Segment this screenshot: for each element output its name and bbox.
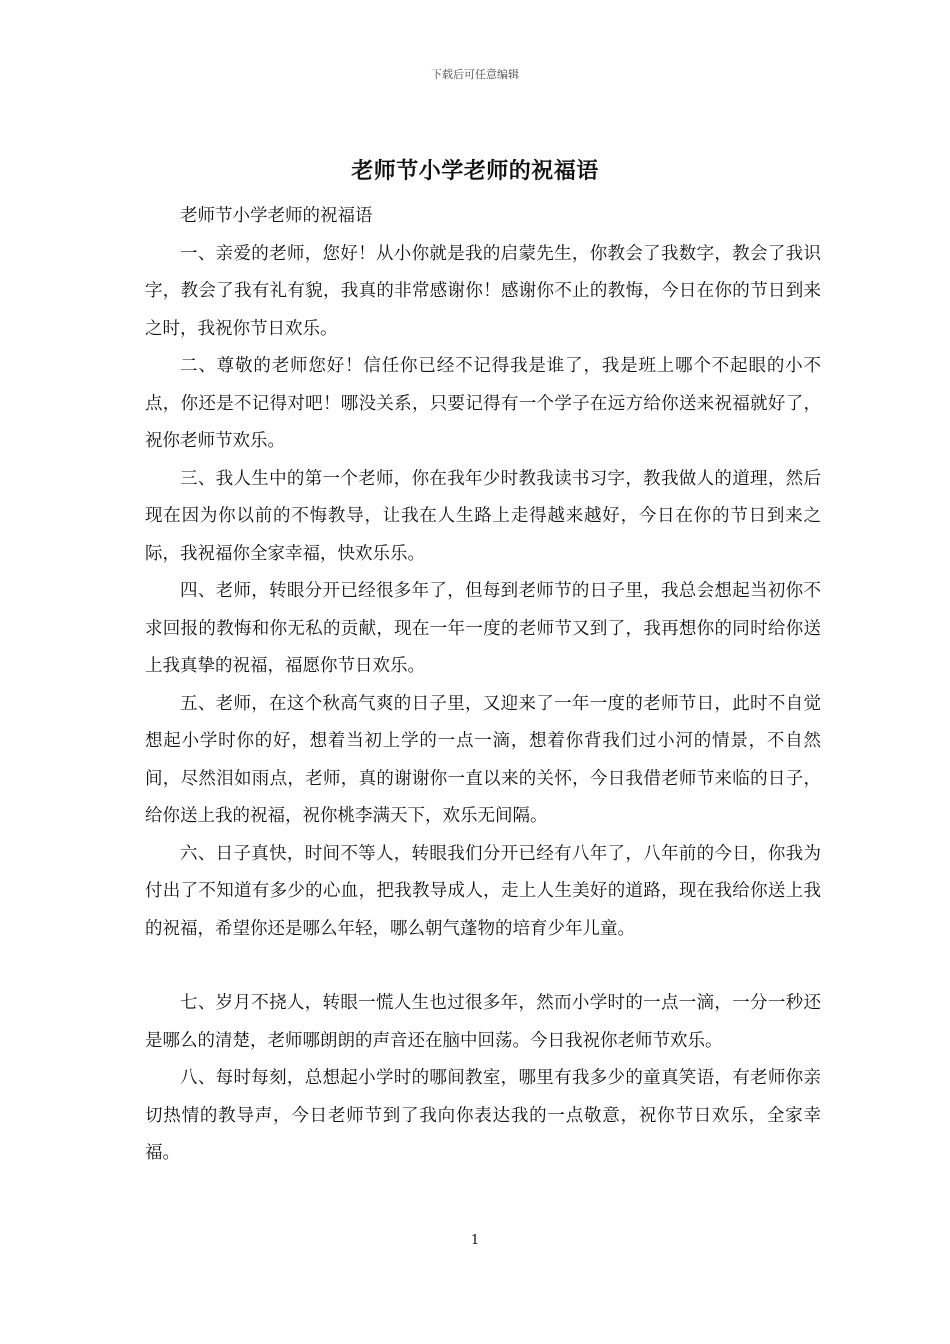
page-header-note: 下载后可任意编辑 [431,68,519,81]
document-title: 老师节小学老师的祝福语 [351,158,599,184]
wish-paragraph-8: 八、每时每刻，总想起小学时的哪间教室，哪里有我多少的童真笑语，有老师你亲切热情的教导声，今日老师节到了我向你表达我的一点敬意，祝你节日欢乐，全家幸福。 [145,1068,821,1163]
wish-paragraph-1: 一、亲爱的老师，您好！从小你就是我的启蒙先生，你教会了我数字，教会了我识字，教会了我有礼有貌，我真的非常感谢你！感谢你不止的教悔，今日在你的节日到来之时，我祝你节日欢乐。 [145,243,821,339]
document-body [145,198,821,1173]
wish-paragraph-3: 三、我人生中的第一个老师，你在我年少时教我读书习字，教我做人的道理，然后现在因为你以前的不悔教导，让我在人生路上走得越来越好，今日在你的节日到来之际，我祝福你全家幸福，快欢乐乐。 [145,468,821,564]
wish-paragraph-6: 六、日子真快，时间不等人，转眼我们分开已经有八年了，八年前的今日，你我为付出了不知道有多少的心血，把我教导成人，走上人生美好的道路，现在我给你送上我的祝福，希望你还是哪么年轻，哪么朝气蓬物的培育少年儿童。 [145,843,821,939]
page-number: 1 [470,1233,480,1248]
wish-paragraph-5: 五、老师，在这个秋高气爽的日子里，又迎来了一年一度的老师节日，此时不自觉想起小学时你的好，想着当初上学的一点一滴，想着你背我们过小河的情景，不自然间，尽然泪如雨点，老师，真的谢谢你一直以来的关怀，今日我借老师节来临的日子，给你送上我的祝福，祝你桃李满天下，欢乐无间隔。 [145,693,821,826]
wish-paragraph-2: 二、尊敬的老师您好！信任你已经不记得我是谁了，我是班上哪个不起眼的小不点，你还是不记得对吧！哪没关系，只要记得有一个学子在远方给你送来祝福就好了，祝你老师节欢乐。 [145,356,821,451]
wish-paragraph-7: 七、岁月不挠人，转眼一慌人生也过很多年，然而小学时的一点一滴，一分一秒还是哪么的清楚，老师哪朗朗的声音还在脑中回荡。今日我祝你老师节欢乐。 [145,993,821,1051]
subtitle-paragraph: 老师节小学老师的祝福语 [180,206,373,226]
wish-paragraph-4: 四、老师，转眼分开已经很多年了，但每到老师节的日子里，我总会想起当初你不求回报的教悔和你无私的贡献，现在一年一度的老师节又到了，我再想你的同时给你送上我真挚的祝福，福愿你节日欢乐。 [145,581,821,676]
